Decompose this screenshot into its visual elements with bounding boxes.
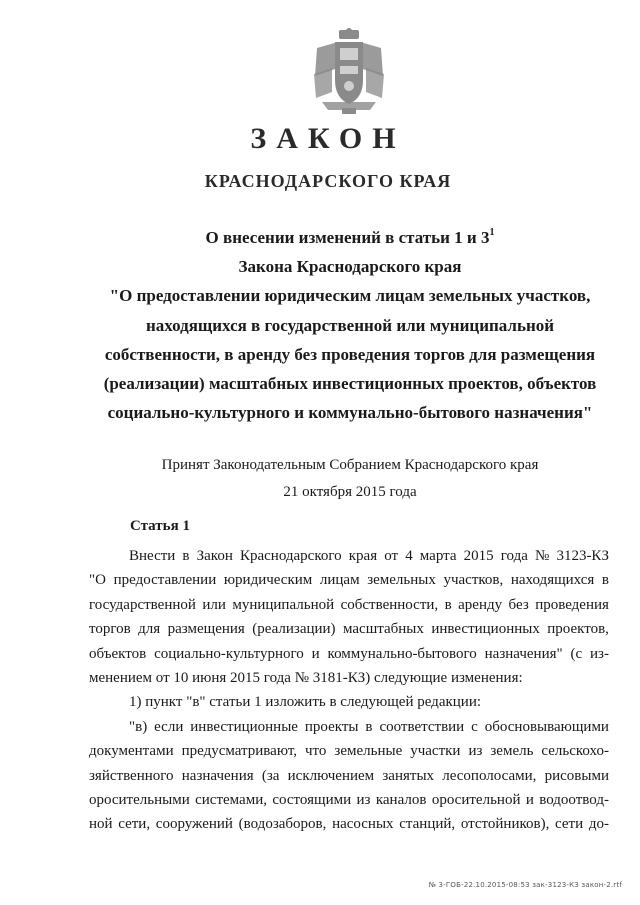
adoption-note bbox=[92, 452, 608, 506]
article-line: "в) если инвестиционные проекты в соответствии с обосновывающими bbox=[129, 718, 609, 735]
region-title: КРАСНОДАРСКОГО КРАЯ bbox=[204, 171, 452, 191]
article-line: "О предоставлении юридическим лицам земельных участков, находящихся в bbox=[89, 572, 609, 589]
article-heading: Статья 1 bbox=[130, 518, 190, 534]
adoption-date: 21 октября 2015 года bbox=[283, 484, 417, 500]
subject-line-2: Закона Краснодарского края bbox=[238, 257, 462, 277]
article-line: торгов для размещения (реализации) масштабных инвестиционных проектов, bbox=[89, 621, 609, 638]
law-title: ЗАКОН bbox=[250, 122, 406, 155]
subject-line-5: собственности, в аренду без проведения торгов для размещения bbox=[104, 344, 596, 364]
file-stamp: № 3-ГОБ-22.10.2015-08:53 зак-3123-КЗ закон-2.rtf bbox=[428, 881, 622, 889]
subject-superscript: 1 bbox=[489, 227, 495, 238]
subject-line-1 bbox=[92, 218, 608, 252]
article-line: оросительными системами, состоящими из каналов оросительной и водоотвод- bbox=[89, 792, 609, 809]
article-line: менением от 10 июня 2015 года № 3181-КЗ) следующие изменения: bbox=[89, 670, 523, 687]
article-line: объектов социально-культурного и коммунально-бытового назначения" (с из- bbox=[89, 645, 609, 662]
adoption-body: Принят Законодательным Собранием Краснодарского края bbox=[161, 457, 539, 473]
subject-line-7: социально-культурного и коммунально-бытового назначения" bbox=[107, 403, 593, 423]
law-subject bbox=[92, 218, 608, 427]
article-line: зяйственного назначения (за исключением занятых лесополосами, рисовыми bbox=[89, 767, 609, 784]
article-line: документами предусматривают, что земельные участки из земель сельскохо- bbox=[89, 743, 609, 760]
article-line: ной сети, сооружений (водозаборов, насосных станций, отстойников), сети до- bbox=[89, 816, 609, 833]
article-line: государственной или муниципальной собственности, в аренду без проведения bbox=[89, 596, 609, 613]
subject-line-1-text: О внесении изменений в статьи 1 и 3 bbox=[205, 228, 490, 247]
subject-line-6: (реализации) масштабных инвестиционных проектов, объектов bbox=[103, 374, 597, 394]
coat-of-arms-icon bbox=[312, 28, 386, 116]
subject-line-3: "О предоставлении юридическим лицам земельных участков, bbox=[109, 286, 591, 306]
article-line: Внести в Закон Краснодарского края от 4 марта 2015 года № 3123-КЗ bbox=[129, 548, 609, 564]
article-body bbox=[89, 544, 609, 837]
subject-line-4: находящихся в государственной или муниципальной bbox=[145, 315, 555, 335]
article-line: 1) пункт "в" статьи 1 изложить в следующей редакции: bbox=[129, 694, 482, 711]
